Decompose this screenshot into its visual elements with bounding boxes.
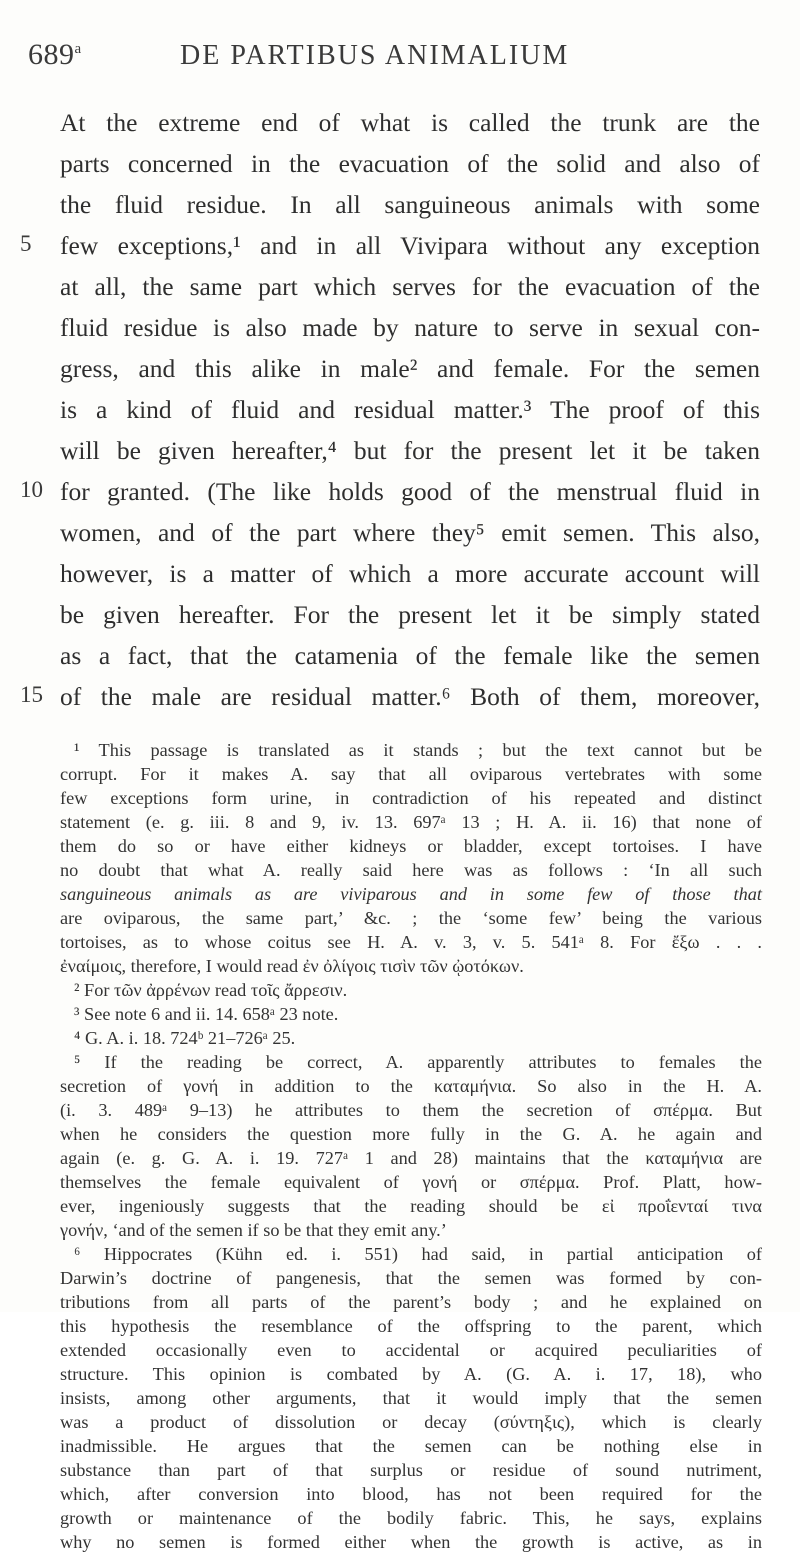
running-header [28, 38, 760, 78]
text-line: at all, the same part which serves for the evacuation of the [60, 272, 760, 301]
footnote-line: tributions from all parts of the parent’s body ; and he explained on [60, 1292, 762, 1312]
footnote-line: (i. 3. 489ᵃ 9–13) he attributes to them the secretion of σπέρμα. But [60, 1100, 762, 1120]
footnote-line: again (e. g. G. A. i. 19. 727ᵃ 1 and 28) maintains that the καταμήνια are [60, 1148, 762, 1168]
footnote-line: few exceptions form urine, in contradiction of his repeated and distinct [60, 788, 762, 808]
page-number: 689$^a$ [28, 38, 82, 71]
footnote-line: them do so or have either kidneys or bladder, except tortoises. I have [60, 836, 762, 856]
footnote-line: growth or maintenance of the bodily fabric. This, he says, explains [60, 1508, 762, 1528]
text-line: 5 few exceptions,¹ and in all Vivipara without any exception [20, 231, 760, 260]
footnote-line: when he considers the question more fully in the G. A. he again and [60, 1124, 762, 1144]
text-line: be given hereafter. For the present let it be simply stated [60, 600, 760, 629]
footnote-line: was a product of dissolution or decay (σύντηξις), which is clearly [60, 1412, 762, 1432]
text-line: gress, and this alike in male² and female. For the semen [60, 354, 760, 383]
footnote-line: sanguineous animals as are viviparous and in some few of those that [60, 884, 762, 904]
text-line: as a fact, that the catamenia of the female like the semen [60, 641, 760, 670]
text-line: At the extreme end of what is called the trunk are the [60, 108, 760, 137]
text-line: fluid residue is also made by nature to serve in sexual con- [60, 313, 760, 342]
footnote-line: insists, among other arguments, that it would imply that the semen [60, 1388, 762, 1408]
footnote-line: ³ See note 6 and ii. 14. 658ᵃ 23 note. [74, 1004, 339, 1024]
footnote-line: ἐναίμοις, therefore, I would read ἐν ὀλίγοις τισὶν τῶν ᾠοτόκων. [60, 956, 524, 976]
footnote-line: corrupt. For it makes A. say that all oviparous vertebrates with some [60, 764, 762, 784]
footnote-line: ⁶ Hippocrates (Kühn ed. i. 551) had said, in partial anticipation of [74, 1244, 762, 1264]
text-line: will be given hereafter,⁴ but for the present let it be taken [60, 436, 760, 465]
footnote-line: statement (e. g. iii. 8 and 9, iv. 13. 697ᵃ 13 ; H. A. ii. 16) that none of [60, 812, 762, 832]
text-line: women, and of the part where they⁵ emit semen. This also, [60, 518, 760, 547]
footnote-line: substance than part of that surplus or residue of sound nutriment, [60, 1460, 762, 1480]
text-line: however, is a matter of which a more accurate account will [60, 559, 760, 588]
running-title: DE PARTIBUS ANIMALIUM [180, 40, 570, 71]
footnote-line: structure. This opinion is combated by A. (G. A. i. 17, 18), who [60, 1364, 762, 1384]
text-line: 10 for granted. (The like holds good of the menstrual fluid in [20, 477, 760, 506]
footnote-line: no doubt that what A. really said here was as follows : ‘In all such [60, 860, 762, 880]
footnote-line: which, after conversion into blood, has not been required for the [60, 1484, 762, 1504]
footnote-line: Darwin’s doctrine of pangenesis, that the semen was formed by con- [60, 1268, 762, 1288]
footnote-line: are oviparous, the same part,’ &c. ; the ‘some few’ being the various [60, 908, 762, 928]
footnote-line: ⁵ If the reading be correct, A. apparently attributes to females the [74, 1052, 762, 1072]
text-line: 15 of the male are residual matter.⁶ Both of them, moreover, [20, 682, 760, 711]
footnote-line: ever, ingeniously suggests that the reading should be εἰ προΐενταί τινα [60, 1196, 762, 1216]
footnote-line: themselves the female equivalent of γονή or σπέρμα. Prof. Platt, how- [60, 1172, 762, 1192]
footnote-line: γονήν, ‘and of the semen if so be that they emit any.’ [60, 1220, 447, 1240]
footnote-line: ⁴ G. A. i. 18. 724ᵇ 21–726ᵃ 25. [74, 1028, 296, 1048]
text-line: parts concerned in the evacuation of the solid and also of [60, 149, 760, 178]
footnote-line: tortoises, as to whose coitus see H. A. v. 3, v. 5. 541ᵃ 8. For ἔξω . . . [60, 932, 762, 952]
text-line: is a kind of fluid and residual matter.³ The proof of this [60, 395, 760, 424]
footnote-line: why no semen is formed either when the growth is active, as in [60, 1532, 762, 1552]
footnote-line: this hypothesis the resemblance of the offspring to the parent, which [60, 1316, 762, 1336]
footnote-line: secretion of γονή in addition to the καταμήνια. So also in the H. A. [60, 1076, 762, 1096]
footnote-line: inadmissible. He argues that the semen can be nothing else in [60, 1436, 762, 1456]
footnote-line: ¹ This passage is translated as it stands ; but the text cannot but be [74, 740, 762, 760]
footnote-line: ² For τῶν ἀρρένων read τοῖς ἄρρεσιν. [74, 980, 348, 1000]
footnote-line: extended occasionally even to accidental or acquired peculiarities of [60, 1340, 762, 1360]
text-line: the fluid residue. In all sanguineous animals with some [60, 190, 760, 219]
